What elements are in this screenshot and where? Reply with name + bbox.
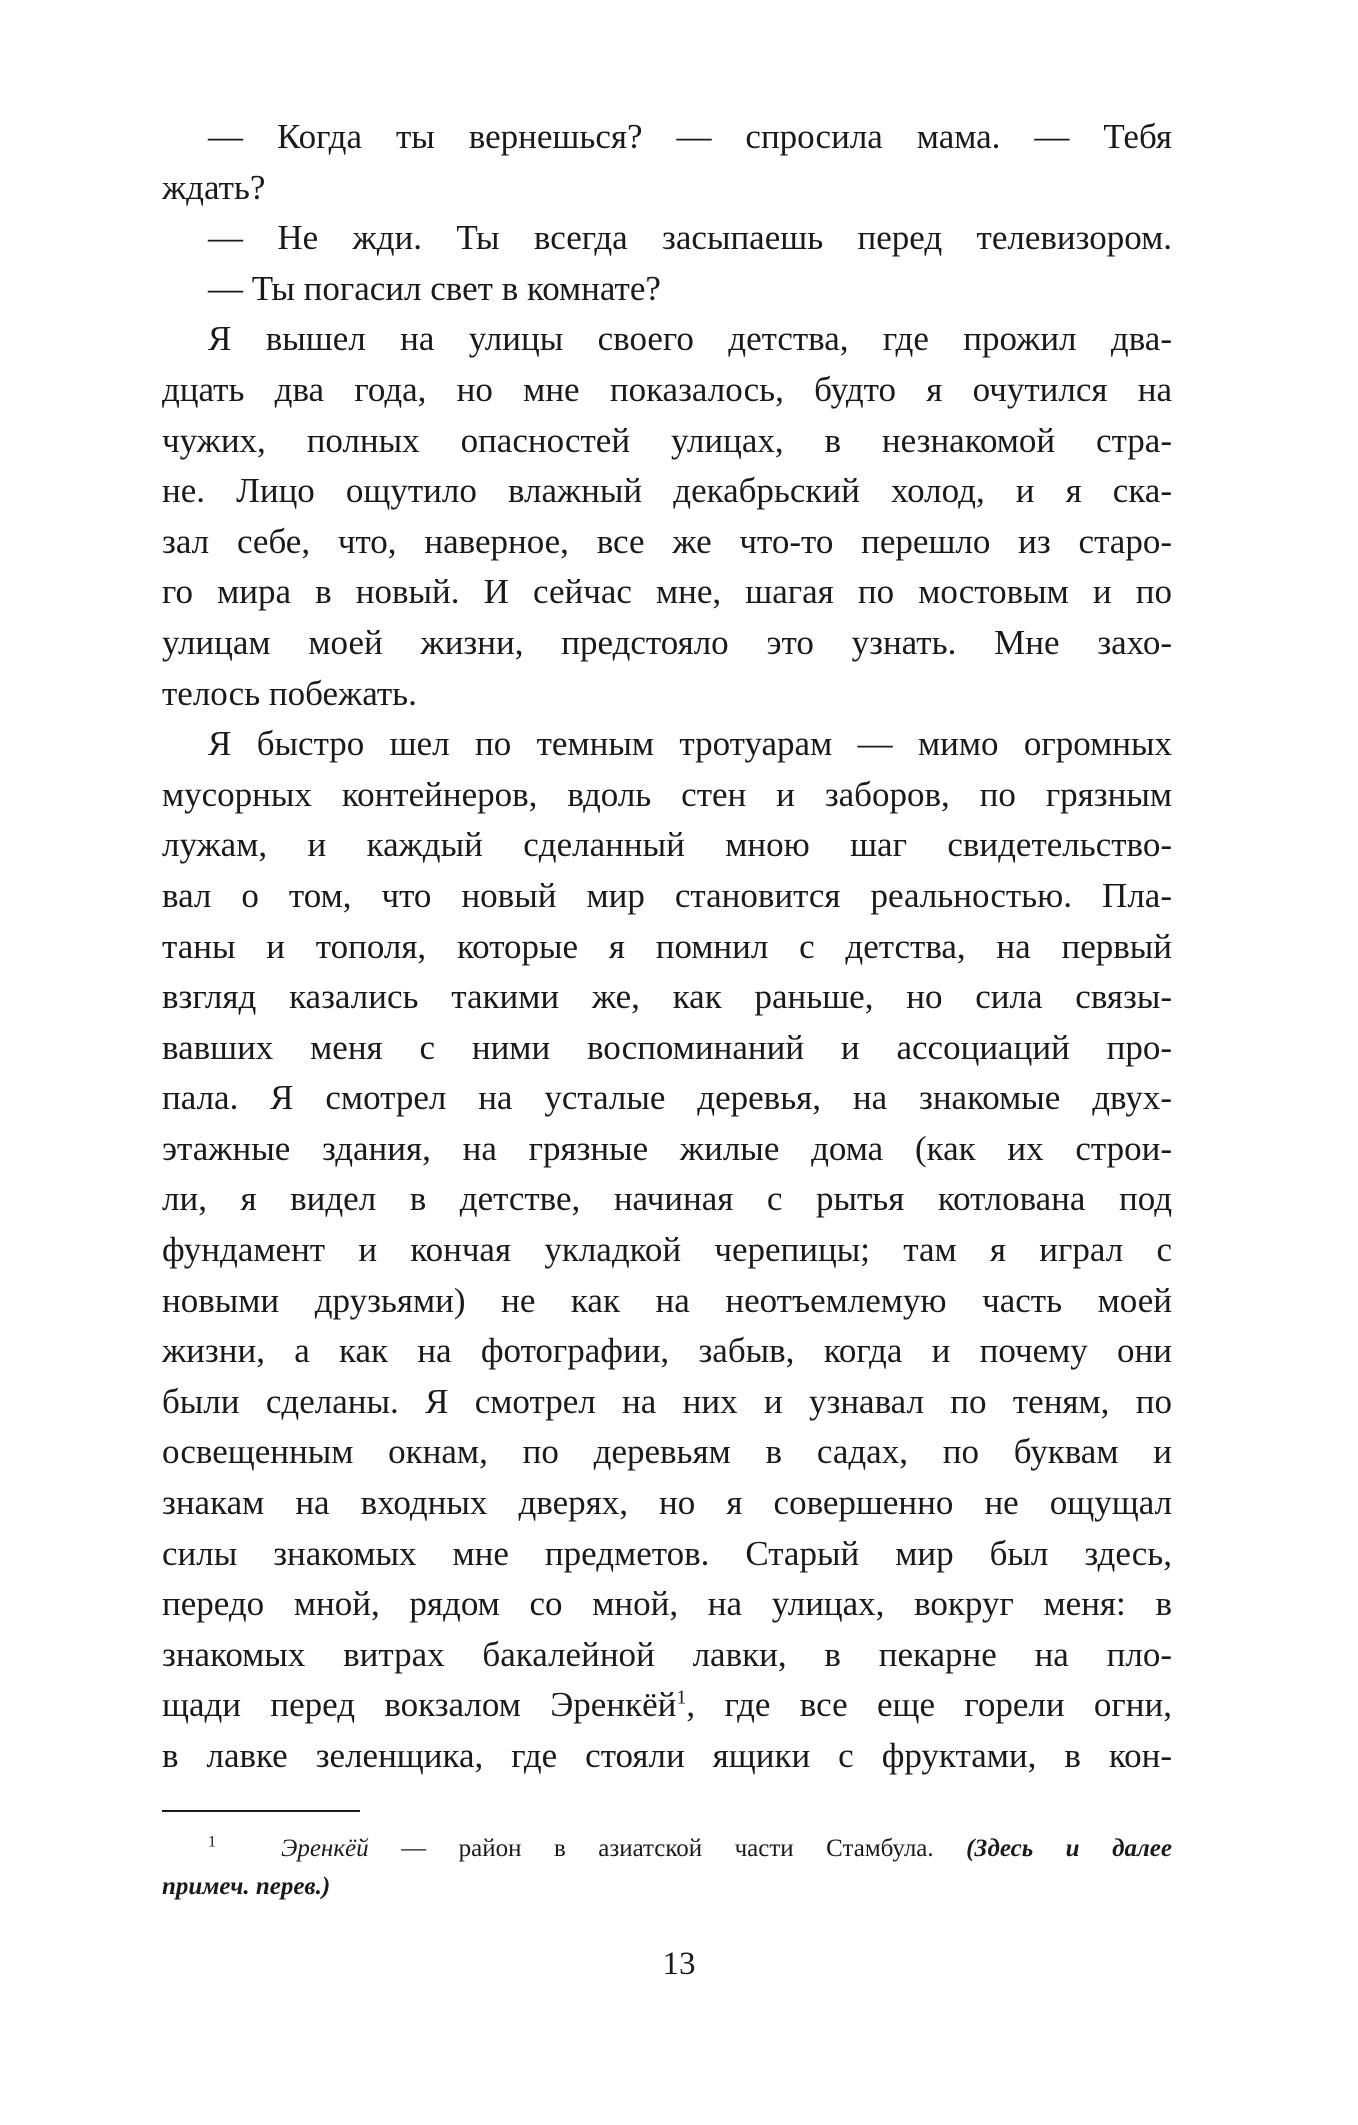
main-text xyxy=(162,112,1172,1782)
text-line: знакам на входных дверях, но я совершенно не ощущал xyxy=(162,1483,1172,1523)
text-segment: щади перед вокзалом Эренкёй xyxy=(162,1685,677,1725)
text-line: этажные здания, на грязные жилые дома (как их строи- xyxy=(162,1128,1172,1168)
text-line: жизни, а как на фотографии, забыв, когда и почему они xyxy=(162,1331,1172,1371)
text-line: телось побежать. xyxy=(162,673,417,713)
text-line: лужам, и каждый сделанный мною шаг свидетельство- xyxy=(162,825,1172,865)
text-line: Я вышел на улицы своего детства, где прожил два- xyxy=(208,319,1172,359)
text-line: взгляд казались такими же, как раньше, но сила связы- xyxy=(162,977,1172,1017)
text-line: улицам моей жизни, предстояло это узнать. Мне захо- xyxy=(162,622,1172,662)
footnote-line xyxy=(162,1830,1172,1868)
footnote-term: Эренкёй xyxy=(280,1835,369,1862)
text-line: пала. Я смотрел на усталые деревья, на знакомые двух- xyxy=(162,1078,1172,1118)
text-line: дцать два года, но мне показалось, будто я очутился на xyxy=(162,369,1172,409)
text-line: в лавке зеленщика, где стояли ящики с фруктами, в кон- xyxy=(162,1736,1172,1775)
text-line: — Ты погасил свет в комнате? xyxy=(208,268,661,308)
text-line: — Когда ты вернешься? — спросила мама. — Тебя xyxy=(208,117,1172,156)
text-line: ждать? xyxy=(162,167,266,207)
text-line: чужих, полных опасностей улицах, в незнакомой стра- xyxy=(162,420,1172,460)
text-line: силы знакомых мне предметов. Старый мир был здесь, xyxy=(162,1533,1172,1573)
text-line: вал о том, что новый мир становится реальностью. Пла- xyxy=(162,875,1172,915)
footnote-divider xyxy=(162,1810,360,1812)
footnote-number: 1 xyxy=(208,1833,216,1851)
text-line: знакомых витрах бакалейной лавки, в пекарне на пло- xyxy=(162,1634,1172,1674)
footnote-line xyxy=(162,1868,1172,1906)
text-line xyxy=(162,1680,1172,1731)
text-line: не. Лицо ощутило влажный декабрьский холод, и я ска- xyxy=(162,471,1172,511)
text-line: таны и тополя, которые я помнил с детства, на первый xyxy=(162,926,1172,966)
footnote-marker[interactable]: 1 xyxy=(676,1686,687,1709)
text-line: были сделаны. Я смотрел на них и узнавал по теням, по xyxy=(162,1381,1172,1421)
footnote xyxy=(162,1830,1172,1906)
footnote-note: примеч. перев.) xyxy=(162,1873,331,1900)
text-line: фундамент и кончая укладкой черепицы; там я играл с xyxy=(162,1230,1172,1270)
text-line: вавших меня с ними воспоминаний и ассоциаций про- xyxy=(162,1027,1172,1067)
text-line: ли, я видел в детстве, начиная с рытья котлована под xyxy=(162,1179,1172,1219)
footnote-note: (Здесь и далее xyxy=(966,1835,1172,1862)
footnote-text: — район в азиатской части Стамбула. xyxy=(368,1835,934,1862)
text-line: Я быстро шел по темным тротуарам — мимо огромных xyxy=(208,724,1172,764)
text-line: освещенным окнам, по деревьям в садах, по буквам и xyxy=(162,1432,1172,1472)
text-line: — Не жди. Ты всегда засыпаешь перед телевизором. xyxy=(208,218,1172,258)
text-line: го мира в новый. И сейчас мне, шагая по мостовым и по xyxy=(162,572,1172,612)
text-segment: , где все еще горели огни, xyxy=(686,1685,1172,1725)
page-number: 13 xyxy=(662,1946,696,1982)
text-line: зал себе, что, наверное, все же что-то перешло из старо- xyxy=(162,521,1172,561)
text-line: новыми друзьями) не как на неотъемлемую часть моей xyxy=(162,1280,1172,1320)
text-line: передо мной, рядом со мной, на улицах, вокруг меня: в xyxy=(162,1584,1172,1624)
text-line: мусорных контейнеров, вдоль стен и заборов, по грязным xyxy=(162,774,1172,814)
